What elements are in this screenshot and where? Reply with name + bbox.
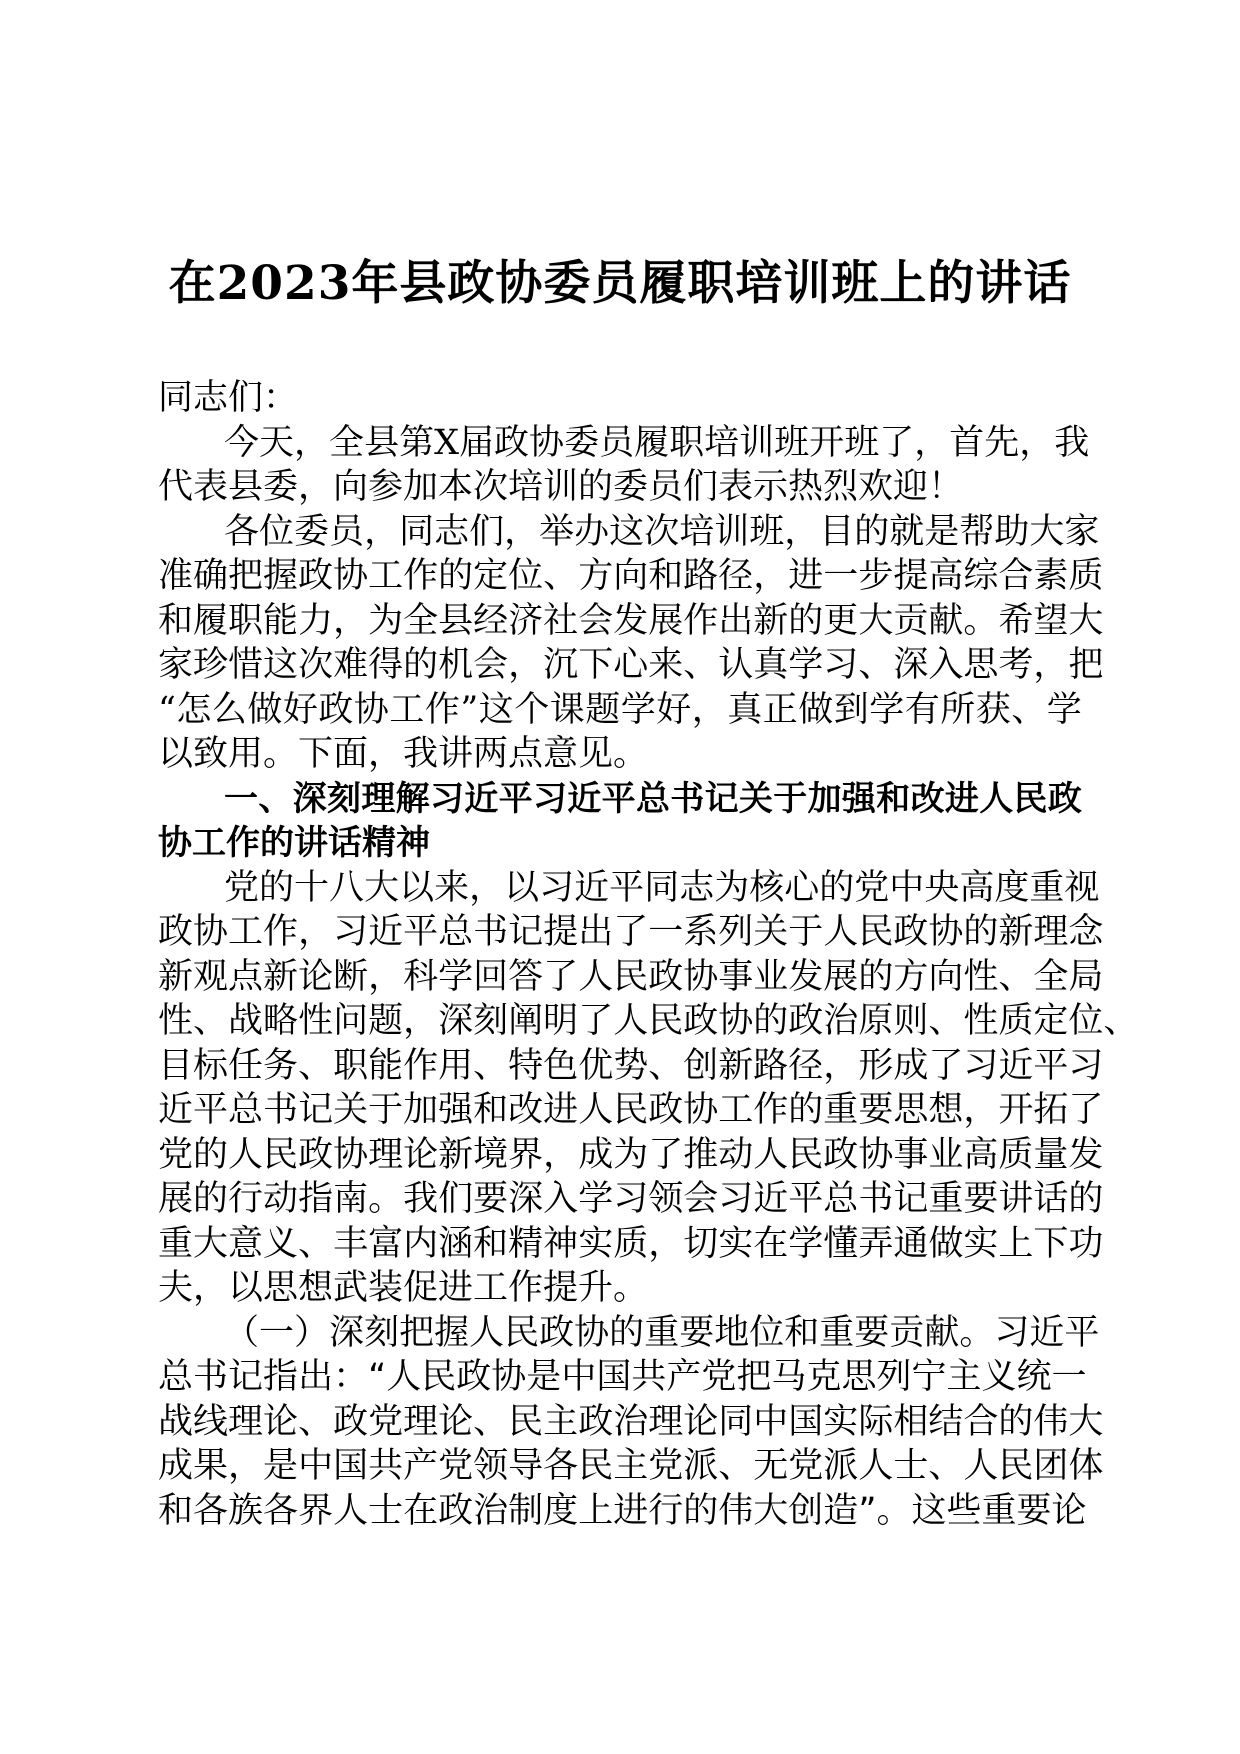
text-line-p3-l6: 近 平 总 书 记 关 于 加 强 和 改 进 人 民 政 协 工 作 的 重 要 思 想 ， 开 拓 了 [158, 1090, 1104, 1130]
text-line-p4-l3: 战 线 理 论 、 政 党 理 论 、 民 主 政 治 理 论 同 中 国 实 际 相 结 合 的 伟 大 [158, 1401, 1104, 1442]
text-line-p3-l5: 目 标 任 务 、 职 能 作 用 、 特 色 优 势 、 创 新 路 径 ， 形 成 了 习 近 平 习 [158, 1045, 1104, 1086]
text-line-content: 代表县委，向参加本次培训的委员们表示热烈欢迎！ [158, 467, 964, 507]
document-body [158, 376, 1139, 1533]
text-line-p4-l5: 和 各 族 各 界 人 士 在 政 治 制 度 上 进 行 的 伟 大 创 造 ” 。 这 些 重 要 论 [158, 1490, 1087, 1531]
text-line-p3-l3: 新 观 点 新 论 断 ， 科 学 回 答 了 人 民 政 协 事 业 发 展 的 方 向 性 、 全 局 [158, 956, 1104, 997]
text-line-h1-l1: 一 、 深 刻 理 解 习 近 平 习 近 平 总 书 记 关 于 加 强 和 改 进 人 民 政 [224, 778, 1082, 819]
text-line-p3-l7: 党 的 人 民 政 协 理 论 新 境 界 ， 成 为 了 推 动 人 民 政 协 事 业 高 质 量 发 [158, 1134, 1104, 1175]
text-line-p3-l4: 性 、 战 略 性 问 题 ， 深 刻 阐 明 了 人 民 政 协 的 政 治 原 则 、 性 质 定 位 、 [158, 1001, 1139, 1041]
text-line-content: 以致用。下面，我讲两点意见。 [158, 734, 649, 774]
text-line-p2-l1: 各 位 委 员 ， 同 志 们 ， 举 办 这 次 培 训 班 ， 目 的 就 是 帮 助 大 家 [224, 511, 1100, 552]
text-line-p2-l4: 家 珍 惜 这 次 难 得 的 机 会 ， 沉 下 心 来 、 认 真 学 习 、 深 入 思 考 ， 把 [158, 645, 1104, 685]
text-line-p4-l4: 成 果 ， 是 中 国 共 产 党 领 导 各 民 主 党 派 、 无 党 派 人 士 、 人 民 团 体 [158, 1446, 1104, 1486]
text-line-h1-l2 [158, 821, 1082, 866]
text-line-p3-l9: 重 大 意 义 、 丰 富 内 涵 和 精 神 实 质 ， 切 实 在 学 懂 弄 通 做 实 上 下 功 [158, 1223, 1104, 1264]
text-line-p3-l10 [158, 1266, 1082, 1311]
text-line-content: 协工作的讲话精神 [158, 823, 430, 863]
text-line-p2-l6 [158, 732, 1082, 777]
text-line-p2-l2: 准 确 把 握 政 协 工 作 的 定 位 、 方 向 和 路 径 ， 进 一 步 提 高 综 合 素 质 [158, 556, 1104, 596]
text-line-p2-l3: 和 履 职 能 力 ， 为 全 县 经 济 社 会 发 展 作 出 新 的 更 大 贡 献 。 希 望 大 [158, 600, 1104, 641]
text-line-p1-l1: 今 天 ， 全 县 第 X 届 政 协 委 员 履 职 培 训 班 开 班 了 ， 首 先 ， 我 [224, 422, 1090, 463]
text-line-p1-l2 [158, 465, 1082, 510]
text-line-content: 同志们： [158, 378, 299, 418]
text-line-content: 夫，以思想武装促进工作提升。 [158, 1268, 649, 1308]
text-line-greeting [158, 376, 1082, 421]
text-line-p3-l2: 政 协 工 作 ， 习 近 平 总 书 记 提 出 了 一 系 列 关 于 人 民 政 协 的 新 理 念 [158, 912, 1104, 952]
text-line-p2-l5: “ 怎 么 做 好 政 协 工 作 ” 这 个 课 题 学 好 ， 真 正 做 到 学 有 所 获 、 学 [158, 689, 1082, 730]
text-line-p4-l1: （ 一 ） 深 刻 把 握 人 民 政 协 的 重 要 地 位 和 重 要 贡 献 。 习 近 平 [224, 1312, 1100, 1353]
text-line-p3-l1: 党 的 十 八 大 以 来 ， 以 习 近 平 同 志 为 核 心 的 党 中 央 高 度 重 视 [224, 867, 1100, 908]
text-line-p3-l8: 展 的 行 动 指 南 。 我 们 要 深 入 学 习 领 会 习 近 平 总 书 记 重 要 讲 话 的 [158, 1179, 1104, 1219]
text-line-p4-l2: 总 书 记 指 出 ： “ 人 民 政 协 是 中 国 共 产 党 把 马 克 思 列 宁 主 义 统 一 [158, 1357, 1087, 1397]
document-title: 在2023年县政协委员履职培训班上的讲话 [168, 256, 1072, 311]
